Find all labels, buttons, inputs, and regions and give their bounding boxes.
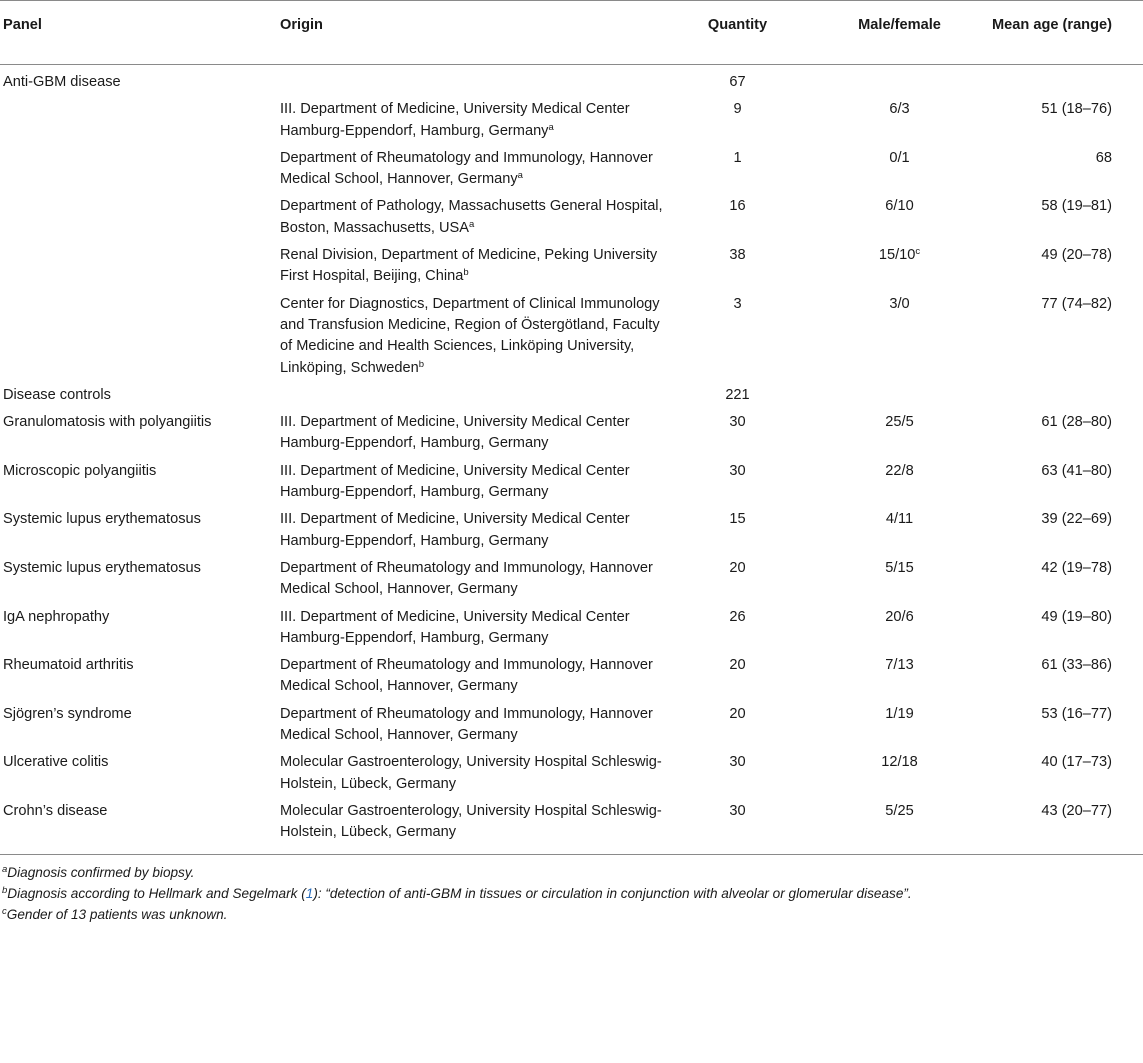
origin-text: Molecular Gastroenterology, University Hospital Schleswig-Holstein, Lübeck, Germany <box>280 802 662 841</box>
cell-male-female <box>793 145 978 194</box>
cell-male-female <box>793 291 978 382</box>
origin-text: Department of Pathology, Massachusetts General Hospital, Boston, Massachusetts, USA <box>280 198 663 236</box>
cell-quantity: 3 <box>733 295 742 312</box>
header-row <box>0 1 1143 65</box>
table-row <box>0 96 1143 145</box>
sex-ratio-text: 5/15 <box>885 559 914 576</box>
sex-ratio-text: 5/25 <box>885 802 914 819</box>
footnote-c <box>2 904 1143 925</box>
cell-quantity: 30 <box>729 414 746 431</box>
cell-origin <box>278 555 670 604</box>
cell-origin <box>278 242 670 291</box>
cell-male-female <box>793 409 978 458</box>
cell-male-female <box>793 193 978 242</box>
origin-text: III. Department of Medicine, University Medical Center Hamburg-Eppendorf, Hamburg, Germany <box>280 414 630 452</box>
origin-text: Department of Rheumatology and Immunology, Hannover Medical School, Hannover, Germany <box>280 705 653 744</box>
table-body <box>0 65 1143 855</box>
table-row <box>0 65 1143 97</box>
table-row <box>0 701 1143 750</box>
footnote-marker: b <box>418 358 425 370</box>
cell-origin <box>278 382 670 409</box>
origin-text: Department of Rheumatology and Immunology, Hannover Medical School, Hannover, Germany <box>280 657 653 695</box>
cell-panel: IgA nephropathy <box>3 608 110 625</box>
footnote-mark: a <box>2 863 8 875</box>
cell-origin <box>278 291 670 382</box>
cell-panel: Systemic lupus erythematosus <box>3 559 201 576</box>
cell-panel <box>0 145 278 194</box>
cell-male-female <box>793 798 978 854</box>
table-row <box>0 242 1143 291</box>
table-row <box>0 291 1143 382</box>
cell-panel: Sjögren’s syndrome <box>3 705 132 722</box>
origin-text: Renal Division, Department of Medicine, Peking University First Hospital, Beijing, China <box>280 247 658 285</box>
cell-origin <box>278 409 670 458</box>
sex-ratio-text: 25/5 <box>885 414 914 431</box>
cell-quantity: 1 <box>733 149 742 166</box>
sex-ratio-text: 7/13 <box>885 657 914 674</box>
cell-mean-age <box>978 382 1143 409</box>
footnote-text: Diagnosis according to Hellmark and Segelmark ( <box>7 885 306 901</box>
cell-mean-age: 40 (17–73) <box>1041 754 1112 771</box>
cell-panel: Anti-GBM disease <box>3 74 121 90</box>
origin-text: III. Department of Medicine, University Medical Center Hamburg-Eppendorf, Hamburg, Germany <box>280 101 630 139</box>
sex-ratio-text: 12/18 <box>881 754 918 771</box>
sex-ratio-text: 4/11 <box>885 511 914 528</box>
cell-mean-age: 39 (22–69) <box>1041 511 1112 528</box>
cell-male-female <box>793 652 978 701</box>
footnote-marker: c <box>915 246 921 258</box>
origin-text: III. Department of Medicine, University Medical Center Hamburg-Eppendorf, Hamburg, Germany <box>280 608 630 646</box>
sex-ratio-text: 22/8 <box>885 462 914 479</box>
table-row <box>0 145 1143 194</box>
cell-origin <box>278 96 670 145</box>
cell-quantity: 67 <box>729 74 746 90</box>
cell-origin <box>278 65 670 97</box>
origin-text: Department of Rheumatology and Immunology, Hannover Medical School, Hannover, Germany <box>280 559 653 598</box>
table-row <box>0 382 1143 409</box>
table-row <box>0 555 1143 604</box>
footnote-a <box>2 862 1143 883</box>
reference-link[interactable]: 1 <box>305 885 314 901</box>
cell-origin <box>278 604 670 653</box>
sex-ratio-text: 0/1 <box>889 149 910 166</box>
footnote-marker: a <box>548 121 554 133</box>
cell-quantity: 221 <box>725 386 750 403</box>
footnote-mark: c <box>2 905 7 917</box>
cell-quantity: 16 <box>729 198 746 215</box>
cell-origin <box>278 798 670 854</box>
table-row <box>0 409 1143 458</box>
cell-quantity: 30 <box>729 802 746 819</box>
cell-mean-age: 77 (74–82) <box>1041 295 1112 312</box>
cell-origin <box>278 145 670 194</box>
footnote-marker: a <box>517 170 523 182</box>
cell-quantity: 30 <box>729 754 746 771</box>
cell-quantity: 15 <box>729 511 746 528</box>
cell-panel <box>0 193 278 242</box>
cell-male-female <box>793 749 978 798</box>
cell-male-female <box>793 506 978 555</box>
cell-panel: Systemic lupus erythematosus <box>3 511 201 528</box>
footnote-mark: b <box>2 884 8 896</box>
cell-panel <box>0 242 278 291</box>
footnote-marker: b <box>463 267 469 279</box>
cell-mean-age: 63 (41–80) <box>1041 462 1112 479</box>
cell-mean-age: 53 (16–77) <box>1041 705 1112 722</box>
cell-mean-age: 68 <box>1095 149 1112 166</box>
origin-text: Center for Diagnostics, Department of Clinical Immunology and Transfusion Medicine, Region of Östergötland, Faculty of Medicine and Health Sciences, Linköping University, Linköping, Schweden <box>280 295 660 376</box>
origin-text: III. Department of Medicine, University Medical Center Hamburg-Eppendorf, Hamburg, Germany <box>280 511 630 549</box>
header-origin: Origin <box>278 1 670 65</box>
table-row <box>0 193 1143 242</box>
cell-origin <box>278 193 670 242</box>
table-row <box>0 652 1143 701</box>
cell-quantity: 38 <box>729 247 746 264</box>
header-quantity: Quantity <box>670 1 793 65</box>
header-mean-age: Mean age (range) <box>978 1 1143 65</box>
sex-ratio-text: 3/0 <box>889 295 910 312</box>
cell-male-female <box>793 382 978 409</box>
sex-ratio-text: 20/6 <box>885 608 914 625</box>
cell-mean-age: 49 (19–80) <box>1041 608 1112 625</box>
cell-mean-age: 51 (18–76) <box>1041 101 1112 118</box>
cell-mean-age: 61 (28–80) <box>1041 414 1112 431</box>
cell-panel: Crohn’s disease <box>3 802 108 819</box>
sex-ratio-text: 6/10 <box>885 198 914 215</box>
cell-quantity: 20 <box>729 657 746 674</box>
cell-panel: Disease controls <box>3 386 111 403</box>
cell-panel: Microscopic polyangiitis <box>3 462 157 479</box>
cell-origin <box>278 458 670 507</box>
cell-male-female <box>793 555 978 604</box>
footnote-b <box>2 883 1143 904</box>
table-row <box>0 604 1143 653</box>
cell-male-female <box>793 65 978 97</box>
cell-quantity: 20 <box>729 705 746 722</box>
cell-quantity: 20 <box>729 559 746 576</box>
cell-male-female <box>793 96 978 145</box>
table-row <box>0 798 1143 854</box>
cell-male-female <box>793 242 978 291</box>
cell-mean-age <box>978 65 1143 97</box>
footnote-text: Gender of 13 patients was unknown. <box>6 906 228 922</box>
origin-text: III. Department of Medicine, University Medical Center Hamburg-Eppendorf, Hamburg, Germany <box>280 462 630 501</box>
cell-origin <box>278 506 670 555</box>
cell-mean-age: 49 (20–78) <box>1041 247 1112 264</box>
header-male-female: Male/female <box>793 1 978 65</box>
table-row <box>0 458 1143 507</box>
footnote-marker: a <box>469 218 475 230</box>
cell-mean-age: 43 (20–77) <box>1041 802 1112 819</box>
cell-panel <box>0 291 278 382</box>
cell-quantity: 26 <box>729 608 746 625</box>
cell-mean-age: 58 (19–81) <box>1041 198 1112 215</box>
cell-mean-age: 61 (33–86) <box>1041 657 1112 674</box>
cell-male-female <box>793 604 978 653</box>
cell-mean-age: 42 (19–78) <box>1041 559 1112 576</box>
cell-panel: Ulcerative colitis <box>3 754 109 771</box>
footnote-text: ): “detection of anti-GBM in tissues or circulation in conjunction with alveolar or glomerular disease”. <box>313 885 912 901</box>
cell-panel: Rheumatoid arthritis <box>3 657 134 674</box>
cell-male-female <box>793 458 978 507</box>
cell-quantity: 30 <box>729 462 746 479</box>
cell-panel: Granulomatosis with polyangiitis <box>3 414 212 431</box>
cell-male-female <box>793 701 978 750</box>
table-row <box>0 506 1143 555</box>
cell-origin <box>278 701 670 750</box>
origin-text: Department of Rheumatology and Immunology, Hannover Medical School, Hannover, Germany <box>280 149 653 188</box>
cell-panel <box>0 96 278 145</box>
header-panel: Panel <box>0 1 278 65</box>
sex-ratio-text: 1/19 <box>885 705 914 722</box>
sex-ratio-text: 6/3 <box>889 101 910 118</box>
origin-text: Molecular Gastroenterology, University Hospital Schleswig-Holstein, Lübeck, Germany <box>280 754 662 792</box>
table-header <box>0 1 1143 65</box>
cell-origin <box>278 749 670 798</box>
sex-ratio-text: 15/10 <box>878 247 916 264</box>
cell-origin <box>278 652 670 701</box>
table-row <box>0 749 1143 798</box>
footnotes <box>0 855 1143 926</box>
cell-quantity: 9 <box>733 101 742 118</box>
footnote-text: Diagnosis confirmed by biopsy. <box>7 864 195 880</box>
